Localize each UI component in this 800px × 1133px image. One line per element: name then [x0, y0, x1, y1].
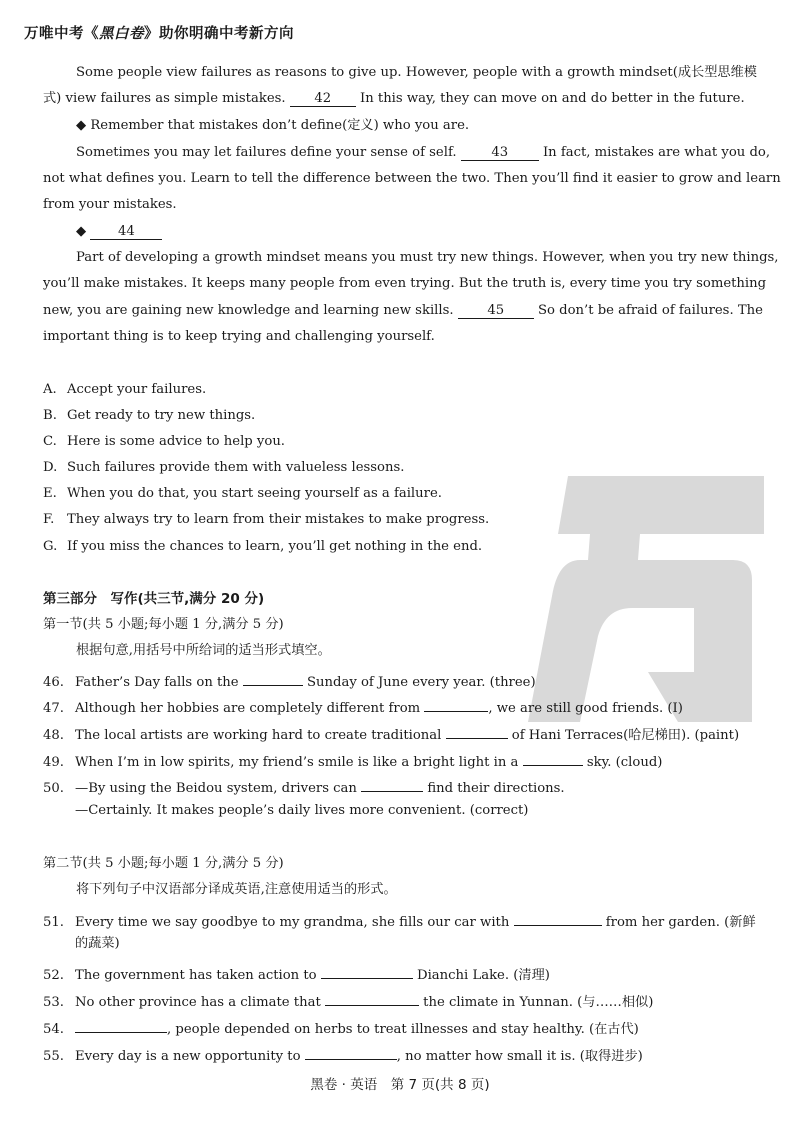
- option-item: [43, 538, 754, 556]
- question-text: No other province has a climate that: [75, 995, 321, 1010]
- question-number: 51.: [43, 915, 64, 930]
- option-item: [43, 485, 754, 503]
- question-text: sky. (cloud): [586, 755, 663, 770]
- answer-blank[interactable]: [243, 669, 303, 686]
- question-text: The government has taken action to: [75, 968, 317, 983]
- question-text: , people depended on herbs to treat illnesses and stay healthy. (在古代): [167, 1022, 639, 1037]
- question-49: [43, 749, 754, 772]
- option-key: F.: [43, 512, 55, 527]
- bullet: ◆: [76, 224, 87, 239]
- header-pre: 万唯中考《: [24, 26, 99, 42]
- answer-blank[interactable]: [361, 775, 423, 792]
- question-number: 53.: [43, 995, 64, 1010]
- subsection-title: 第一节(共 5 小题;每小题 1 分,满分 5 分): [43, 617, 284, 632]
- option-text: Get ready to try new things.: [67, 408, 256, 423]
- question-55: [43, 1043, 754, 1066]
- option-item: [43, 381, 754, 399]
- question-48: [43, 722, 754, 745]
- question-50: [43, 775, 754, 798]
- option-key: A.: [43, 382, 57, 397]
- blank-42: 42: [290, 90, 356, 107]
- passage-line: [76, 144, 771, 162]
- option-key: C.: [43, 434, 57, 449]
- question-text: Every day is a new opportunity to: [75, 1049, 301, 1064]
- option-text: They always try to learn from their mistakes to make progress.: [67, 512, 490, 527]
- passage-line: important thing is to keep trying and challenging yourself.: [43, 329, 435, 344]
- option-text: Here is some advice to help you.: [67, 434, 285, 449]
- answer-blank[interactable]: [321, 962, 413, 979]
- passage-line: [43, 302, 763, 320]
- passage-text: Sometimes you may let failures define your sense of self.: [76, 145, 457, 160]
- question-text: find their directions.: [427, 781, 565, 796]
- passage-line: not what defines you. Learn to tell the difference between the two. Then you’ll find it easier to grow and learn: [43, 171, 781, 186]
- answer-blank[interactable]: [424, 695, 488, 712]
- question-53: [43, 989, 754, 1012]
- question-text: Dianchi Lake. (清理): [417, 968, 550, 983]
- question-number: 49.: [43, 755, 64, 770]
- subheading: [76, 223, 754, 241]
- question-text: from her garden. (新鲜: [605, 915, 756, 930]
- page-footer: 黑卷 · 英语 第 7 页(共 8 页): [310, 1077, 490, 1093]
- question-text: The local artists are working hard to create traditional: [75, 728, 442, 743]
- question-51-cont: 的蔬菜): [75, 936, 120, 951]
- question-51: [43, 909, 754, 932]
- question-50-reply: —Certainly. It makes people’s daily lives more convenient. (correct): [75, 803, 529, 818]
- question-number: 46.: [43, 675, 64, 690]
- passage-line: [43, 90, 754, 108]
- question-46: [43, 669, 754, 692]
- question-number: 54.: [43, 1022, 64, 1037]
- answer-blank[interactable]: [446, 722, 508, 739]
- blank-43: 43: [461, 144, 539, 161]
- passage-text: In fact, mistakes are what you do,: [542, 145, 771, 160]
- question-text: Father’s Day falls on the: [75, 675, 239, 690]
- option-key: D.: [43, 460, 58, 475]
- passage-line: Part of developing a growth mindset means you must try new things. However, when you try new things,: [76, 250, 779, 265]
- header-post: 》助你明确中考新方向: [144, 26, 294, 42]
- question-number: 50.: [43, 781, 64, 796]
- passage-line: from your mistakes.: [43, 197, 177, 212]
- question-text: Every time we say goodbye to my grandma, she fills our car with: [75, 915, 510, 930]
- passage-line: Some people view failures as reasons to give up. However, people with a growth mindset(成长型思维模: [76, 65, 757, 80]
- option-text: Accept your failures.: [67, 382, 207, 397]
- blank-45: 45: [458, 302, 534, 319]
- page-header: [24, 22, 294, 43]
- answer-blank[interactable]: [305, 1043, 397, 1060]
- answer-blank[interactable]: [325, 989, 419, 1006]
- question-text: the climate in Yunnan. (与……相似): [423, 995, 654, 1010]
- instruction: 将下列句子中汉语部分译成英语,注意使用适当的形式。: [76, 882, 397, 897]
- option-item: [43, 407, 754, 425]
- question-54: [43, 1016, 754, 1039]
- question-text: Although her hobbies are completely different from: [75, 701, 421, 716]
- section-title: 第三部分 写作(共三节,满分 20 分): [43, 591, 265, 607]
- question-number: 47.: [43, 701, 64, 716]
- question-number: 55.: [43, 1049, 64, 1064]
- answer-blank[interactable]: [523, 749, 583, 766]
- passage-line: you’ll make mistakes. It keeps many people from even trying. But the truth is, every time you try something: [43, 276, 767, 291]
- option-text: Such failures provide them with valueless lessons.: [67, 460, 405, 475]
- question-text: , no matter how small it is. (取得进步): [396, 1049, 643, 1064]
- question-text: Sunday of June every year. (three): [307, 675, 536, 690]
- instruction: 根据句意,用括号中所给词的适当形式填空。: [76, 643, 331, 658]
- question-52: [43, 962, 754, 985]
- passage-text: So don’t be afraid of failures. The: [537, 303, 763, 318]
- question-text: When I’m in low spirits, my friend’s smile is like a bright light in a: [75, 755, 519, 770]
- option-item: [43, 511, 754, 529]
- option-key: G.: [43, 539, 58, 554]
- subsection-title: 第二节(共 5 小题;每小题 1 分,满分 5 分): [43, 856, 284, 871]
- question-text: —By using the Beidou system, drivers can: [75, 781, 357, 796]
- header-brand: 黑白卷: [99, 26, 144, 42]
- question-number: 52.: [43, 968, 64, 983]
- blank-44: 44: [90, 223, 162, 240]
- passage-text: 式) view failures as simple mistakes.: [43, 91, 286, 106]
- passage-text: new, you are gaining new knowledge and learning new skills.: [43, 303, 454, 318]
- option-item: [43, 459, 754, 477]
- option-item: [43, 433, 754, 451]
- subheading: ◆ Remember that mistakes don’t define(定义) who you are.: [76, 118, 470, 133]
- question-text: of Hani Terraces(哈尼梯田). (paint): [511, 728, 740, 743]
- answer-blank[interactable]: [514, 909, 602, 926]
- question-47: [43, 695, 754, 718]
- option-key: B.: [43, 408, 57, 423]
- question-number: 48.: [43, 728, 64, 743]
- option-key: E.: [43, 486, 57, 501]
- answer-blank[interactable]: [75, 1016, 167, 1033]
- option-text: If you miss the chances to learn, you’ll get nothing in the end.: [67, 539, 483, 554]
- passage-text: In this way, they can move on and do better in the future.: [360, 91, 745, 106]
- option-text: When you do that, you start seeing yourself as a failure.: [67, 486, 442, 501]
- question-text: , we are still good friends. (I): [488, 701, 683, 716]
